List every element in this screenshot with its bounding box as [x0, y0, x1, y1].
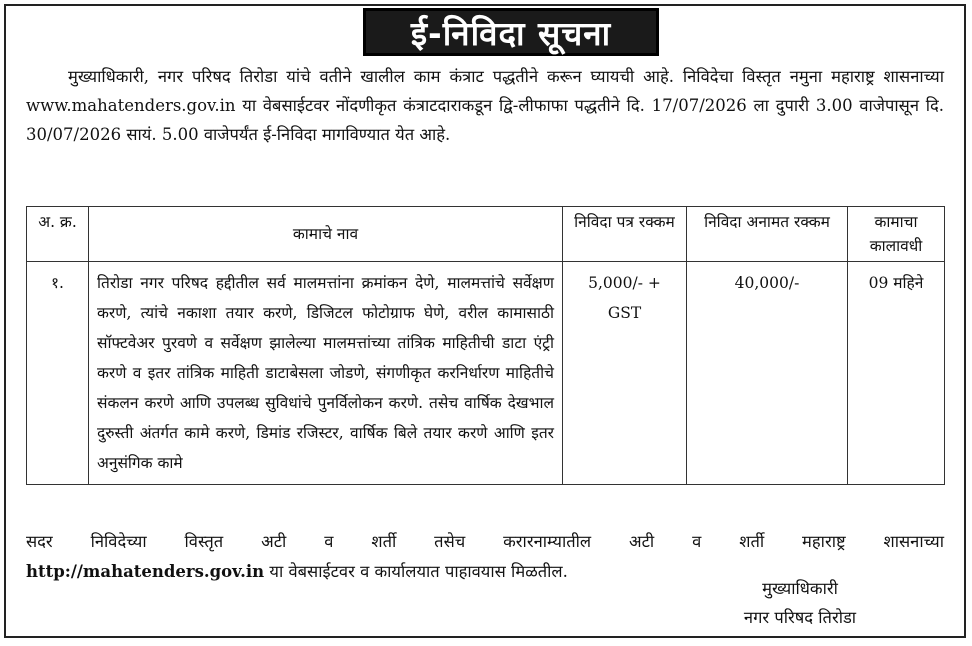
row-duration: 09 महिने — [848, 262, 945, 485]
table-header-row — [27, 207, 945, 262]
row-serial: १. — [27, 262, 89, 485]
row-work-name: तिरोडा नगर परिषद हद्दीतील सर्व मालमत्तांना क्रमांकन देणे, मालमत्तांचे सर्वेक्षण करणे, त्यांचे नकाशा तयार करणे, डिजिटल फोटोग्राफ घेणे, वरील कामासाठी सॉफ्टवेअर पुरवणे व सर्वेक्षण झालेल्या मालमत्तांच्या तांत्रिक माहितीची डाटा एंट्री करणे व इतर तांत्रिक माहिती डाटाबेसला जोडणे, संगणीकृत करनिर्धारण माहितीचे संकलन करणे आणि उपलब्ध सुविधांचे पुनर्विलोकन करणे. तसेच वार्षिक देखभाल दुरुस्ती अंतर्गत कामे करणे, डिमांड रजिस्टर, वार्षिक बिले तयार करणे आणि इतर अनुसंगिक कामे — [89, 262, 563, 485]
signatory-title: मुख्याधिकारी — [762, 579, 838, 598]
header-work-name: कामाचे नाव — [89, 207, 563, 262]
notice-title-box — [363, 8, 659, 56]
footer-url: http://mahatenders.gov.in — [26, 562, 265, 581]
footer-line-1: सदर निविदेच्या विस्तृत अटी व शर्ती तसेच करारनाम्यातील अटी व शर्ती महाराष्ट्र शासनाच्या — [26, 532, 944, 551]
notice-title: ई-निविदा सूचना — [410, 13, 612, 53]
table-row — [27, 262, 945, 485]
header-duration: कामाचा कालावधी — [848, 207, 945, 262]
tender-table — [26, 206, 945, 485]
notice-intro: मुख्याधिकारी, नगर परिषद तिरोडा यांचे वतीने खालील काम कंत्राट पद्धतीने करून घ्यायची आहे. निविदेचा विस्तृत नमुना महाराष्ट्र शासनाच्या www.mahatenders.gov.in या वेबसाईटवर नोंदणीकृत कंत्राटदाराकडून द्वि-लीफाफा पद्धतीने दि. 17/07/2026 ला दुपारी 3.00 वाजेपासून दि. 30/07/2026 सायं. 5.00 वाजेपर्यंत ई-निविदा मागविण्यात येत आहे. — [26, 67, 944, 144]
signature-block — [700, 574, 900, 632]
signatory-office: नगर परिषद तिरोडा — [743, 608, 857, 627]
row-emd: 40,000/- — [687, 262, 848, 485]
header-emd: निविदा अनामत रक्कम — [687, 207, 848, 262]
footer-line-2-text: या वेबसाईटवर व कार्यालयात पाहावयास मिळतील. — [264, 562, 568, 581]
header-serial: अ. क्र. — [27, 207, 89, 262]
row-tender-fee: 5,000/- + GST — [563, 262, 687, 485]
header-tender-fee: निविदा पत्र रक्कम — [563, 207, 687, 262]
